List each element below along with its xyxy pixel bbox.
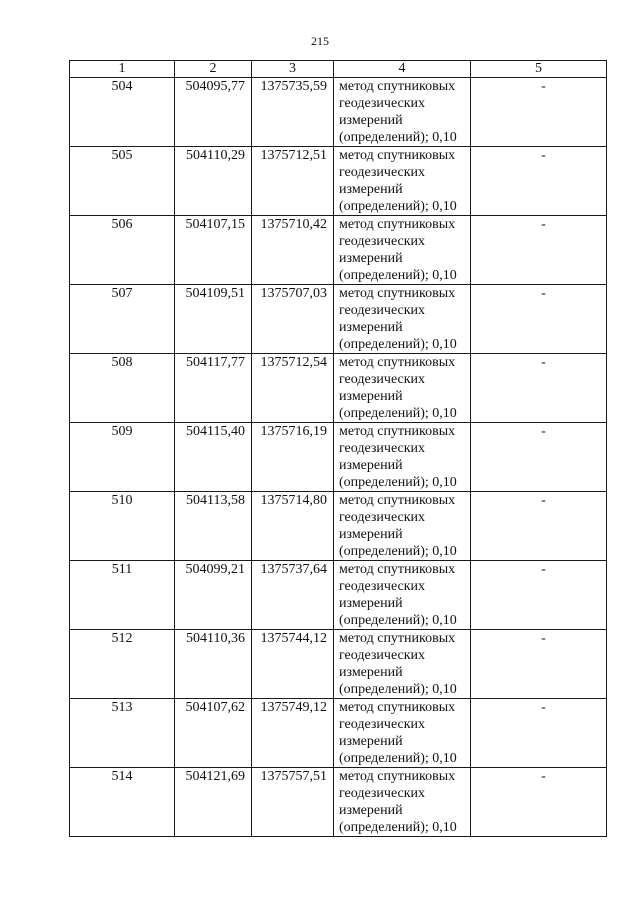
table-row (70, 492, 607, 561)
method-text: (определений); 0,10 (339, 475, 457, 490)
column-header: 4 (334, 61, 471, 78)
method-text: метод спутниковых (339, 700, 456, 715)
y-coordinate-cell: 1375749,12 (252, 699, 334, 768)
note-cell (471, 423, 607, 492)
page-number: 215 (311, 34, 329, 48)
note-dash: - (541, 148, 546, 163)
note-cell (471, 78, 607, 147)
y-coordinate-cell: 1375735,59 (252, 78, 334, 147)
method-cell (334, 699, 471, 768)
method-cell (334, 216, 471, 285)
table-body (70, 78, 607, 837)
method-text: измерений (339, 803, 403, 818)
point-number-cell: 513 (70, 699, 175, 768)
method-text: измерений (339, 596, 403, 611)
column-header: 3 (252, 61, 334, 78)
x-coordinate-cell: 504095,77 (175, 78, 252, 147)
method-text: метод спутниковых (339, 355, 456, 370)
column-header: 5 (471, 61, 607, 78)
table-header-row (70, 61, 607, 78)
point-number-cell: 507 (70, 285, 175, 354)
note-cell (471, 492, 607, 561)
x-coordinate-cell: 504121,69 (175, 768, 252, 837)
x-coordinate-cell: 504117,77 (175, 354, 252, 423)
y-coordinate-cell: 1375716,19 (252, 423, 334, 492)
point-number-cell: 505 (70, 147, 175, 216)
method-text: измерений (339, 182, 403, 197)
note-cell (471, 216, 607, 285)
note-cell (471, 699, 607, 768)
note-dash: - (541, 562, 546, 577)
method-text: (определений); 0,10 (339, 682, 457, 697)
note-cell (471, 147, 607, 216)
note-dash: - (541, 355, 546, 370)
table-row (70, 354, 607, 423)
method-text: измерений (339, 113, 403, 128)
method-text: (определений); 0,10 (339, 406, 457, 421)
x-coordinate-cell: 504109,51 (175, 285, 252, 354)
method-text: (определений); 0,10 (339, 268, 457, 283)
x-coordinate-cell: 504115,40 (175, 423, 252, 492)
y-coordinate-cell: 1375712,54 (252, 354, 334, 423)
y-coordinate-cell: 1375710,42 (252, 216, 334, 285)
method-text: метод спутниковых (339, 217, 456, 232)
method-text: измерений (339, 320, 403, 335)
x-coordinate-cell: 504113,58 (175, 492, 252, 561)
method-text: измерений (339, 251, 403, 266)
column-header: 1 (70, 61, 175, 78)
method-text: измерений (339, 734, 403, 749)
x-coordinate-cell: 504107,15 (175, 216, 252, 285)
note-dash: - (541, 424, 546, 439)
column-header: 2 (175, 61, 252, 78)
point-number-cell: 506 (70, 216, 175, 285)
method-text: метод спутниковых (339, 631, 456, 646)
x-coordinate-cell: 504110,36 (175, 630, 252, 699)
method-text: (определений); 0,10 (339, 199, 457, 214)
method-text: геодезических (339, 96, 426, 111)
method-text: (определений); 0,10 (339, 337, 457, 352)
method-cell (334, 147, 471, 216)
method-text: измерений (339, 665, 403, 680)
method-text: геодезических (339, 579, 426, 594)
method-text: метод спутниковых (339, 769, 456, 784)
method-text: метод спутниковых (339, 493, 456, 508)
x-coordinate-cell: 504110,29 (175, 147, 252, 216)
method-cell (334, 423, 471, 492)
method-cell (334, 354, 471, 423)
x-coordinate-cell: 504107,62 (175, 699, 252, 768)
note-cell (471, 768, 607, 837)
method-text: метод спутниковых (339, 424, 456, 439)
method-cell (334, 630, 471, 699)
method-text: геодезических (339, 303, 426, 318)
point-number-cell: 511 (70, 561, 175, 630)
method-text: измерений (339, 527, 403, 542)
method-text: (определений); 0,10 (339, 544, 457, 559)
table-row (70, 285, 607, 354)
method-text: метод спутниковых (339, 79, 456, 94)
point-number-cell: 512 (70, 630, 175, 699)
method-text: измерений (339, 458, 403, 473)
method-cell (334, 285, 471, 354)
method-text: геодезических (339, 372, 426, 387)
table-row (70, 147, 607, 216)
coordinates-table (69, 60, 607, 837)
note-dash: - (541, 493, 546, 508)
y-coordinate-cell: 1375712,51 (252, 147, 334, 216)
method-text: геодезических (339, 717, 426, 732)
method-cell (334, 768, 471, 837)
point-number-cell: 510 (70, 492, 175, 561)
method-cell (334, 492, 471, 561)
note-cell (471, 561, 607, 630)
point-number-cell: 508 (70, 354, 175, 423)
method-cell (334, 561, 471, 630)
method-text: (определений); 0,10 (339, 613, 457, 628)
point-number-cell: 514 (70, 768, 175, 837)
x-coordinate-cell: 504099,21 (175, 561, 252, 630)
y-coordinate-cell: 1375744,12 (252, 630, 334, 699)
note-dash: - (541, 217, 546, 232)
method-text: геодезических (339, 786, 426, 801)
y-coordinate-cell: 1375737,64 (252, 561, 334, 630)
method-cell (334, 78, 471, 147)
method-text: метод спутниковых (339, 562, 456, 577)
table-row (70, 216, 607, 285)
table-row (70, 768, 607, 837)
method-text: геодезических (339, 441, 426, 456)
table-row (70, 561, 607, 630)
table-row (70, 699, 607, 768)
note-dash: - (541, 769, 546, 784)
y-coordinate-cell: 1375714,80 (252, 492, 334, 561)
method-text: (определений); 0,10 (339, 751, 457, 766)
method-text: геодезических (339, 510, 426, 525)
table-row (70, 630, 607, 699)
point-number-cell: 504 (70, 78, 175, 147)
note-dash: - (541, 700, 546, 715)
method-text: (определений); 0,10 (339, 130, 457, 145)
note-cell (471, 285, 607, 354)
note-cell (471, 630, 607, 699)
point-number-cell: 509 (70, 423, 175, 492)
note-dash: - (541, 79, 546, 94)
method-text: (определений); 0,10 (339, 820, 457, 835)
method-text: геодезических (339, 234, 426, 249)
note-dash: - (541, 286, 546, 301)
y-coordinate-cell: 1375707,03 (252, 285, 334, 354)
note-cell (471, 354, 607, 423)
table-row (70, 423, 607, 492)
table-row (70, 78, 607, 147)
method-text: измерений (339, 389, 403, 404)
method-text: геодезических (339, 165, 426, 180)
method-text: метод спутниковых (339, 286, 456, 301)
y-coordinate-cell: 1375757,51 (252, 768, 334, 837)
method-text: метод спутниковых (339, 148, 456, 163)
method-text: геодезических (339, 648, 426, 663)
note-dash: - (541, 631, 546, 646)
